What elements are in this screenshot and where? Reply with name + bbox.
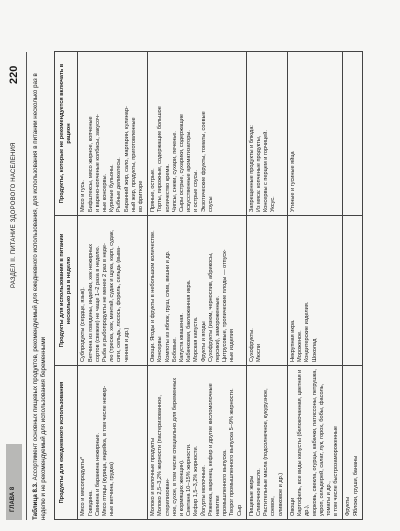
- cell-text: Пищевые жиры: [248, 475, 255, 516]
- table-cell: [287, 366, 342, 520]
- cell-text: Творог промышленного выпуска 5–9% жирности.: [229, 388, 236, 516]
- cell-text: Рыба и рыбопродукты не менее 2 раз в неде-: [102, 243, 109, 362]
- table-row: [343, 52, 362, 520]
- cell-text: персики), замороженные.: [215, 295, 222, 362]
- column-header-excluded: Продукты, которые не рекомендуется включать в рацион: [55, 52, 78, 216]
- section-title: РАЗДЕЛ II. ПИТАНИЕ ЗДОРОВОГО НАСЕЛЕНИЯ: [11, 142, 17, 288]
- cell-text: Сыры острые, сухарики, содержащие: [179, 114, 186, 212]
- table-caption: [32, 52, 48, 520]
- cell-text: Торты, пирожные, содержащие большое: [157, 106, 164, 212]
- table-cell: [343, 52, 362, 216]
- table-row: [246, 52, 287, 520]
- table-cell: [78, 52, 148, 216]
- cell-text: Свинина и баранина нежирные.: [94, 432, 101, 516]
- rotated-content: [6, 52, 392, 520]
- cell-text: укроп, сельдерей, салат, лук, горох, бобы, фасоль, томаты и др.,: [318, 383, 332, 516]
- table-caption-text: Ассортимент основных пищевых продуктов, рекомендуемый для ежедневного использования, для использования в питании несколько раз в неделю и не рекомендуемый для использования беременными: [32, 73, 47, 520]
- cell-text: Кефир 1,5–3,2% жирности.: [193, 445, 200, 516]
- cell-text: Ряженка, варенец, кефир и другие кисломолочные напитки: [207, 383, 222, 516]
- cell-text: и острые соусы.: [193, 170, 200, 212]
- cell-text: Мясо птицы (курица, индейка, в том числе нежир-: [102, 385, 109, 516]
- table-cell: [246, 366, 287, 520]
- table-cell: [343, 216, 362, 366]
- table-caption-label: Таблица 8.3.: [32, 482, 39, 520]
- cell-text: Из мяса: копченые продукты,: [256, 135, 263, 212]
- table-header-row: [55, 52, 78, 520]
- cell-text: Мороженое.: [297, 330, 304, 362]
- cell-text: Растительные масла (подсолнечное, кукурузное, соевое,: [263, 388, 277, 516]
- cell-text: Морская капуста.: [193, 316, 200, 362]
- table-cell: [287, 216, 342, 366]
- cell-text: Бифштексы, мясо жирное, копченые: [87, 116, 94, 212]
- cell-text: искусственные ароматизаторы.: [186, 130, 193, 212]
- cell-text: и варено-копченые колбасы, закусоч-: [94, 114, 101, 212]
- column-header-daily: Продукты для ежедневного использования: [55, 366, 78, 520]
- cell-text: Утиные и гусиные яйца: [289, 151, 296, 212]
- cell-text: Молоко 2,5–3,2% жирности (пастеризованное, стерилизован-: [157, 395, 171, 516]
- cell-text: Цитрусовые, тропические плоды — отпуск-: [222, 249, 229, 362]
- cell-text: Говядина.: [87, 490, 94, 516]
- cell-text: лю (треска, хек, минтай, судак и щука, карп, судак,: [109, 230, 116, 362]
- table-cell: [343, 366, 362, 520]
- table-cell: [246, 216, 287, 366]
- cell-text: Сыр: [236, 504, 243, 516]
- cell-text: Мясо и мясопродукты*: [80, 456, 87, 516]
- cell-text: Шоколад: [311, 338, 318, 362]
- table-cell: [148, 52, 247, 216]
- cell-text: сортов (свежие) не чаще 1–2 раза в неделю.: [94, 245, 101, 362]
- cell-text: Картофель, все виды капусты (белокочанная, цветная и др.),: [297, 369, 311, 516]
- table-cell: [148, 366, 247, 520]
- running-header: [6, 52, 27, 520]
- cell-text: Компоты из яблок, груш, слив, вишни и др.: [164, 250, 171, 362]
- cell-text: Фрукты и ягоды: [200, 321, 207, 362]
- cell-text: соусы: [207, 196, 214, 212]
- cell-text: Рыбные деликатесы.: [116, 157, 123, 212]
- cell-text: в том числе быстрозамороженные: [333, 426, 340, 516]
- cell-text: Йогурты молочные.: [200, 465, 207, 516]
- cell-text: Субпродукты (сердце, язык).: [80, 287, 87, 362]
- cell-text: Некрупная икра.: [289, 319, 296, 362]
- cell-text: ные изделия: [229, 329, 236, 362]
- cell-text: морковь, свекла, огурцы, кабачки, патиссоны, петрушка,: [311, 369, 318, 516]
- cell-text: Сливочное масло.: [256, 468, 263, 516]
- table-cell: [246, 52, 287, 216]
- cell-text: ное, сухое, в том числе специально для беременных: [171, 377, 178, 516]
- table-row: [78, 52, 148, 520]
- cell-text: Запрещенные продукты и блюда:: [248, 125, 255, 212]
- cell-text: Баранний жир, сало, маргарин, кулинар-: [123, 106, 130, 212]
- cell-text: Молоко и молочные продукты: [150, 437, 157, 516]
- cell-text: Кабачковая, баклажанная икра.: [186, 279, 193, 362]
- cell-text: Экзотические фрукты, томаты, соевые: [200, 111, 207, 212]
- cell-text: Мюсли: [256, 343, 263, 362]
- cell-text: оливковое и др.): [277, 472, 284, 516]
- table-row: [148, 52, 247, 520]
- products-table: [54, 51, 363, 520]
- cell-text: Бобовые.: [171, 337, 178, 362]
- chapter-label: ГЛАВА 8: [10, 486, 16, 512]
- page-number: 220: [8, 65, 20, 84]
- cell-text: Пряные, острые.: [150, 168, 157, 212]
- cell-text: Овощи: [289, 497, 296, 516]
- cell-text: ный жир, продукты, приготовленные: [130, 117, 137, 212]
- cell-text: Сметана 10–15% жирности.: [186, 443, 193, 516]
- cell-text: Мясо и гусь.: [80, 180, 87, 212]
- cell-text: Кондитерские изделия.: [304, 301, 311, 362]
- column-header-weekly: Продукты для использования в питании несколько раз в неделю: [55, 216, 78, 366]
- table-cell: [148, 216, 247, 366]
- chapter-tab: [6, 444, 22, 520]
- cell-text: Капуста квашеная.: [179, 313, 186, 362]
- table-cell: [78, 216, 148, 366]
- cell-text: во фритюре: [138, 180, 145, 212]
- cell-text: Сухофрукты.: [248, 328, 255, 362]
- cell-text: ные консервы.: [102, 173, 109, 212]
- table-row: [287, 52, 342, 520]
- cell-text: ченная и др.): [123, 327, 130, 362]
- cell-text: Ветчина из говядины, индейки, хек нежирных: [87, 243, 94, 362]
- cell-text: Сухофрукты (изюм, чернослив, абрикосы,: [207, 252, 214, 362]
- cell-text: Чипсы, снеки, сухари, печенье.: [171, 131, 178, 212]
- cell-text: Консервы: [157, 336, 164, 362]
- cell-text: сиги, сельдь, лосось, форель, сельдь (выва-: [116, 245, 123, 362]
- cell-text: Овощи. Ягоды и фрукты в небольшом количестве.: [150, 230, 157, 362]
- table-cell: [78, 366, 148, 520]
- cell-text: Яблоки, груши, бананы: [352, 455, 359, 516]
- cell-text: Консервы с перцем и горчицей.: [263, 130, 270, 212]
- cell-text: промышленного выпуска.: [222, 449, 229, 516]
- cell-text: количество крема.: [164, 163, 171, 212]
- cell-text: Уксус.: [270, 196, 277, 212]
- table-cell: [287, 52, 342, 216]
- cell-text: и кормящих женщин).: [179, 459, 186, 516]
- cell-text: Фрукты: [345, 496, 352, 516]
- cell-text: ные ветчина, грудка): [109, 461, 116, 516]
- cell-text: Куриные бульоны.: [109, 164, 116, 212]
